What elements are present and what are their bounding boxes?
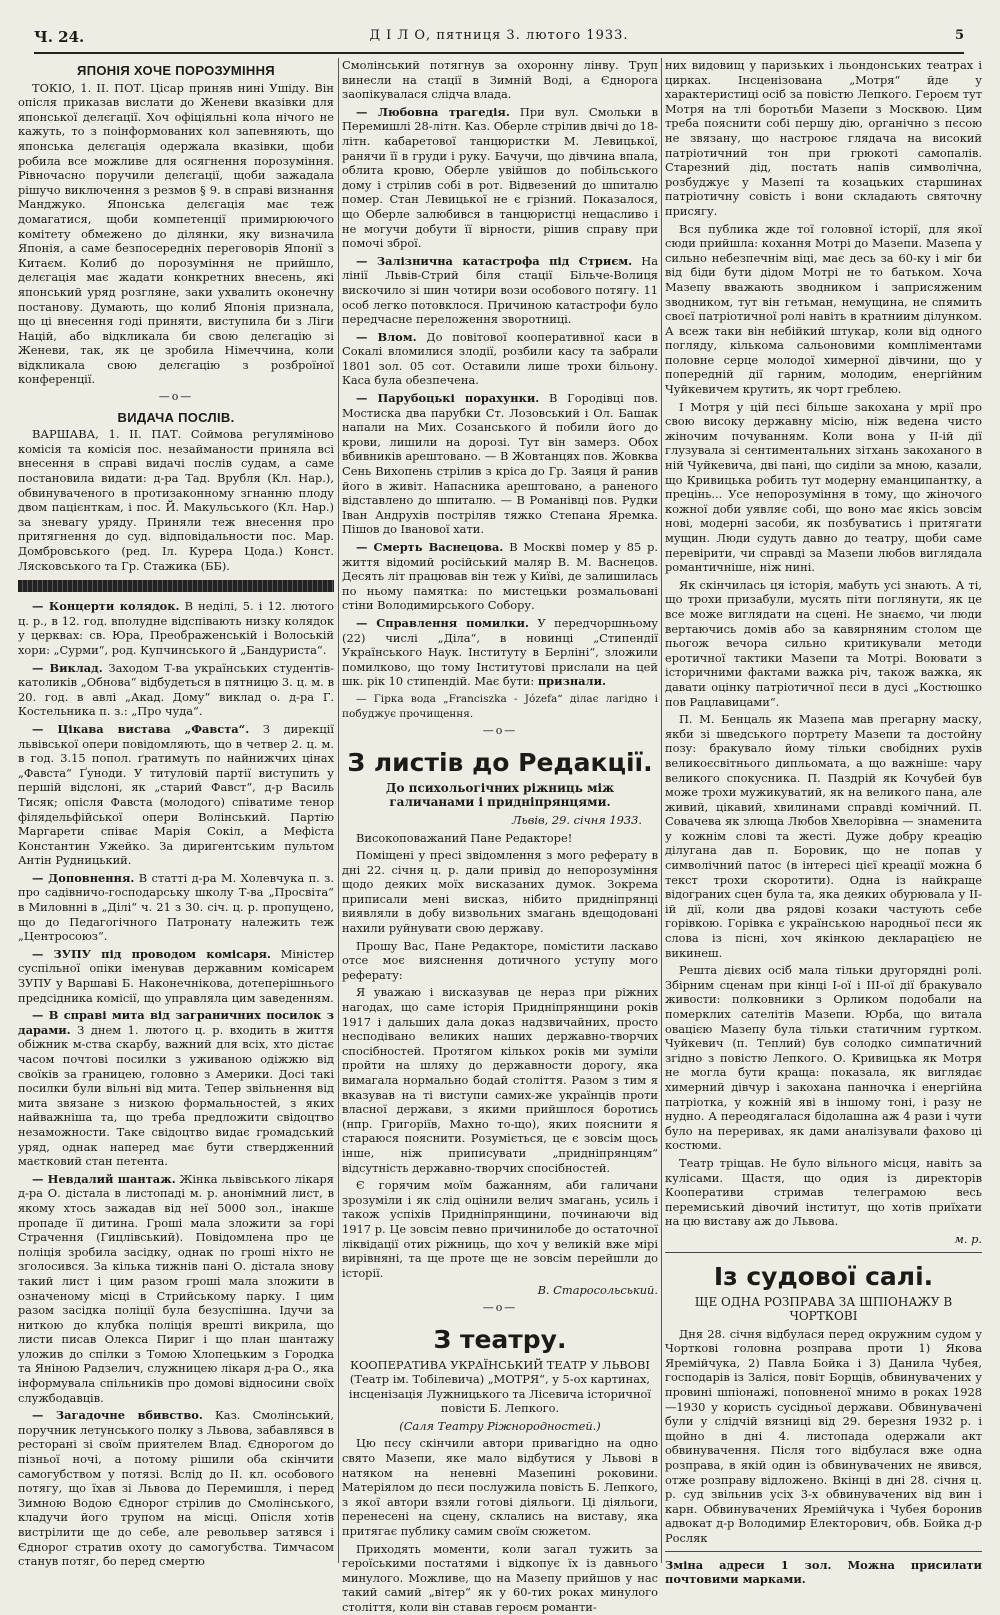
court-paragraph: Дня 28. січня відбулася перед окружним судом у Чорткові головна розправа проти 1) Якова Яремійчука, 2) Павла Бойка і 3) Данила Чубея, господарів із Заліся, повіт Борщів, обвинувачених у провині шпіонажі, поповненої мнимо в роках 1928—1930 у користь сусідньої держави. Обвинувачені були у слідчій вязниці від 29. березня 1932 р. і щойно в дні 4. листопада одержали акт обвинувачення. Після того відбулася вже одна розправа, в якій один із обвинувачених не явився, отже розправу відложено. Вкінці в дні 28. січня ц. р. суд звільнив усіх 3-х обвинувачених від вин і карн. Обвинувачених Яремійчука і Чубея боронив адвокат д-р Володимир Електорович, обв. Бойка д-р Росляк xyxy=(665,1326,982,1545)
review-paragraph: І Мотря у цій пєсі більше закохана у мрії про свою високу державну місію, ніж ведена чисто жіночим почуванням. Коли вона у ІІ-ій дії глузувала зі сентиментальних зітхань закоханого в ній Чуйкевича, дві пані, що сиділи за мною, казали, що Кривицька робить тут модерну еманципантку, а прецінь... Усе непорозуміння в тому, що жіночого кожної доби уявляє собі, що воно має якісь зовсім нові, модерні засоби, як позбуватись і притягати мущин. Люди судуть давно до театру, щоби саме перевірити, чи справді за Мазепи любов виглядала романтичніше, ніж нині. xyxy=(665,399,982,575)
section-title-letters: З листів до Редакції. xyxy=(347,747,653,777)
review-paragraph: Театр тріщав. Не було вільного місця, навіть за кулісами. Щастя, що одия із директорів Кооперативи стримав телеграмою весь перемиський дівочий інститут, що хотів приїхати на цю виставу аж до Львова. xyxy=(665,1155,982,1229)
page-number: 5 xyxy=(954,28,964,43)
section-divider-bar xyxy=(18,580,334,592)
article-extradition: ВАРШАВА, 1. ІІ. ПАТ. Соймова регуляміново комісія та комісія пос. незаймaности приняла всі внесення в справі видачі послів судам, а саме постановила видати: д-ра Тад. Врубля (Кл. Нар.), обвинуваченого в протизаконному згнанню плоду двом пацієнткам, і пос. Й. Макульського (Кл. Нар.) за зневагу уряду. Приняли теж внесення про притягнення до суд. відповідальности пос. Мар. Домбровського (ред. Іл. Курера Цода.) Конст. Лясковського та Гр. Стажика (ББ). xyxy=(18,427,334,573)
rule xyxy=(665,1551,982,1552)
headline-japan: ЯПОНІЯ ХОЧЕ ПОРОЗУМІННЯ xyxy=(77,63,275,78)
letter-paragraph: Прошу Вас, Пане Редакторе, помістити ласкаво отсе моє вияснення дотичного уступу мого реферату: xyxy=(342,938,658,982)
review-continuation: них видовищ у паризьких і льондонських театрах і цирках. Інсценізована „Мотря“ йде у характеристиці осіб за повістю Лепкого. Героєм тут Мотря на тлі боротьби Мазепи з Москвою. Цим треба пояснити собі першу дію, органічно з пєсою не звязану, що настроює глядача на високий патріотичний тон при грюкоті самопалів. Старезний дід, постать напів символічна, розбуджує у Мазепі та козацьких старшинах патріотичну совість і вони складають святочну присягу. xyxy=(665,58,982,218)
section-title-theatre: З театру. xyxy=(433,1324,567,1354)
review-paragraph: Цю пєсу скінчили автори привагідно на одно свято Мазепи, яке мало відбутися у Львові в натяком на неневні Мазепині роковини. Матеріялом до пєси послужила повість Б. Лепкого, з якої автори взяли готові діяльоги. Ці діяльоги, перенесені на сцену, склались на виставу, яка притягає публику самим своїм сюжетом. xyxy=(342,1436,658,1539)
news-item: — Справлення помилки. У передчоршньому (22) числі „Діла“, в новинці „Стипендії Українського Наук. Інституту в Берліні“, зложили помилково, що тому Інститутові прислали на цей шк. рік 10 стипендій. Має бути: признали. xyxy=(342,615,659,689)
letter-subtitle: До психольогічних ріжниць між галичанами і придніпрянцями. xyxy=(385,780,615,810)
news-item: — Концерти колядок. В неділі, 5. і 12. лютого ц. р., в 12. год. вполудне відспівають низку колядок у церквах: св. Юра, Преображенській і Волоській хори: „Сурми“, род. Купчинського й „Бандуриста“. xyxy=(18,599,334,657)
news-item: — Влом. До повітової кооперативної каси в Сокалі вломилися злодії, розбили касу та забрали 1801 зол. 05 сот. Оставили лише трохи більону. Каса була обезпечена. xyxy=(342,329,658,388)
column-3 xyxy=(665,58,982,1587)
theatre-venue: (Саля Театру Ріжнородностей.) xyxy=(399,1418,601,1433)
article-japan: ТОКІО, 1. ІІ. ПОТ. Цісар приняв нині Ушіду. Він опісля приказав вислати до Женеви вказівки для японської делєгації. Хоч офіціяльні кола нічого не кажуть, то з поінформованих кол запевняють, що японська делєгація одержала вказівки, щоби робила все можливе для осягнення порозуміння. Рівночасно поручили делєгації, щоби зажадала рішучо виключення з резмов § 9. в справі визнання Манджукo. Японська делєгація має теж домагатися, щоби компетенції примирюючого комітету обмежено до ділянки, яку визначила Японія, а саме безпосередніх переговорів Японії з Китаєм. Колиб до порозуміння не прийшло, делєгація має жадати конкретних внесень, які японський уряд розгляне, заки ухвалить оконечну постанову. Думають, що колиб Японія признала, що ці внесення годі приняти, виступила би з Ліги Націй, або відкликала би свою делєгацію зі Женеви, так, як це зробила Німеччина, коли відкликала свою делєгацію з розбрoїнoї конференції. xyxy=(18,80,334,387)
news-item: — В справі мита від заграничних посилок з дарами. З днем 1. лютого ц. р. входить в життя обіжник м-ства скарбу, важний для всіх, хто дістає часом почтові посилки з уживаною одіжжю від своїків за границею, головно з Америки. Досі такі посилки були вільні від мита. Тепер звільнення від мита звязане з низкою формальностей, з яких найважніша та, що треба предложити свідоцтво незаможности. Таке свідоцтво видає громадський уряд, однак наперед має бути ствердженний маєтковий стан петента. xyxy=(18,1008,334,1169)
review-paragraph: Решта дієвих осіб мала тільки другорядні ролі. Збірним сценам при кінці І-ої і ІІІ-ої дії бракувало живости: полковники з Орликом подобали на померклих сателітів Мазепи. Юрба, що витала овацією Мазепу була тільки статичним гуртком. Чуйкевич (п. Теплий) був солодко симпатичний згідно з повістю Лепкого. О. Кривицька як Мотря не могла бути краща: показала, як виглядає химерний дівчур і закохана панночка і енергійна патріотка, у кожній яві в іншому тоні, і разу не нудно. А переодягалася бідолашна аж 4 рази і чути було на переривах, як дами аналізували фахово ці костюми. xyxy=(665,963,982,1153)
review-paragraph: Приходять моменти, коли загал тужить за героїськими постатями і відкопує їх із давнього минулого. Можливе, що на Мазепу прийшов у нас такий самий „вітер“ як у 60-тих роках минулого століття, коли він ставав героєм романти- xyxy=(342,1541,658,1614)
news-item: — Загадочне вбивство. Каз. Смолінський, поручник летунського полку з Львова, забавлявся в ресторані зі своїм приятелем Влад. Єднорогом до пізньої ночі, а потому рішили оба скінчити самогубством у потязі. Вслід до ІІ. кл. особового потягу, що їхав зі Львова до Перемишля, і перед Зимною Водою Єднорог стрілив до Смолінського, кладучи його трупом на місці. Опісля хотів вистрілити ще до себе, але револьвер затявся і Єднорог стратив охоту до самогубства. Тимчасом станув потяг, бо перед смертю xyxy=(18,1408,334,1569)
masthead-title: Д І Л О, пятниця 3. лютого 1933. xyxy=(369,28,629,43)
column-1 xyxy=(18,58,335,1569)
news-item: — Виклад. Заходом Т-ва українських студентів-католиків „Обнова“ відбудеться в пятницю 3. ц. м. в 20. год. в авлі „Акад. Дому“ виклад о. д-ра Г. Костельника п. з.: „Про чуда“. xyxy=(18,660,334,719)
court-subtitle: ЩЕ ОДНА РОЗПРАВА ЗА ШПІОНАЖУ В ЧОРТКОВІ xyxy=(694,1294,953,1324)
review-paragraph: П. М. Бенцаль як Мазепа мав прегарну маску, якби зі шведського портрету Мазепи та достойну позу: бракувало йому тільки свобідних рухів великоєсвітнього дипльомата, а що важніше: чару великого спокусника. П. Паздрій як Кочубей був може трохи мужикуватий, як на великого пана, але живий, цікавий, хвилинами справді комічний. П. Совачева як злюща Любов Хвелорівна — знаменита у кожнім слові та жесті. Дуже добру креацію ділугана дав п. Боровик, що не попав у символічний патос (в інтересі цієї креації можна б текст трохи скоротити). Одна із найкраще відограних сцен була та, яка деяких обурювала у ІІ-ій дії, коли два рядові козаки частують себе горівкою. Горівка є українською народньої пєси як слова із пісні, хоч якінкою декларацією не викинеш. xyxy=(665,712,982,960)
letter-paragraph: Є горячим моїм бажанням, аби галичани зрозуміли і як слід оцінили велич змагань, усиль і також успіхів Придніпрянщини, починаючи від 1917 р. Це зовсім певно причинилобе до остаточної ліквідації отих ріжниць, що хоч у великій вже мірі вирівняні, та ще проте ще не зовсім перейшли до історії. xyxy=(342,1178,658,1280)
footer-notice: Зміна адреси 1 зол. Можна присилати почтовими марками. xyxy=(665,1557,982,1587)
separator: —о— xyxy=(158,390,194,404)
masthead xyxy=(34,26,964,54)
news-item: — Смерть Васнецова. В Москві помер у 85 р. життя відомий російський маляр В. М. Васнецов. Десять літ працював він теж у Київі, де залишилась по ньому памятка: по мистецьки розмальовані стіни Володимирського Собору. xyxy=(342,540,658,613)
news-item: — ЗУПУ під проводом комісаря. Міністер суспільної опіки іменував державним комісарем ЗУПУ у Варшаві Б. Наконечнікова, дотеперішнього предсідника комісії, що управляла цим заведенням. xyxy=(18,946,334,1005)
news-item: — Залізнична катастрофа під Стриєм. На лінії Львів-Стрий біля стації Більче-Волиця вискочило зі шин чотири вози особового потягу. 11 особ легко потовклося. Причиною катастрофи було передчасне переложення зворотниці. xyxy=(342,253,658,327)
news-item: — Цікава вистава „Фавста“. З дирекції львівської опери повідомляють, що в четвер 2. ц. м. в год. 3.15 попол. ґратимуть по найнижчих цінах „Фавста“ Ґуноди. У титуловій партії виступить у першій відслоні, як „старий Фавст“, д-р Василь Тисяк; опісля Фавста (молодого) співатиме тенор філядельфійської опери Волінський. Партію Маргарети співає Марія Сокіл, а Мефіста Константин Ужейко. За диригентським пультом Антін Рудницький. xyxy=(18,721,334,868)
theatre-header: КООПЕРАТИВА УКРАЇНСЬКИЙ ТЕАТР У ЛЬВОВІ (Театр ім. Тобілевича) „МОТРЯ“, у 5-ох картинах, інсценізація Лужницького та Лісевича історичної повісти Б. Лепкого. xyxy=(348,1357,652,1416)
separator: —о— xyxy=(482,724,518,738)
review-signature: м. р. xyxy=(954,1231,982,1246)
review-paragraph: Як скінчилась ця історія, мабуть усі знають. А ті, що трохи призабули, мусять піти поглянути, як це все може виглядати на сцені. Не знаємо, чи люди вертаючись домів або за кавярняним столом ще пьогож вечора сильно критикували методи еротичної тактики Мазепи та Мотрі. Воювати з історичними фактами важка річ, також важка, як давати оцінку патріотичної пєси в дусі „Костюшко пов Рацлавицами“. xyxy=(665,577,982,709)
news-item: — Любовна трагедія. При вул. Смольки в Перемишлі 28-літн. Каз. Оберле стрілив двічі до 18-літн. кабаретової танцюристки М. Левицької, ранячи її в груди і руку. Бачучи, що дівчина впала, облита кровю, Оберле увійшов до побільського дому і стрілив собі в рот. Відвезений до шпиталю помер. Стан Левицької не є грізний. Показалося, що Оберле залюбився в танцюристці нещасливо і не могучи добути її вірности, рішив справу при помочі зброї. xyxy=(342,104,658,251)
letter-paragraph: Я уважаю і висказував це неpаз при ріжних нагодах, що саме історія Придніпрянщини років 1917 і дальших дала доказ надзвичайних, просто несподівано великих наших державно-творчих спосібностей. Протягом кількох років ми зуміли пройти на шляху до державности дорогу, яка вимагала нормально бодай століття. Разом з тим я вказував на ті виступи самих-же українців проти власної держави, з якими прийшлося боротись (нпр. Григоріїв, Махно то-що), яких пояснити я стараюся пояснити. Розуміється, це є зовсім щось інше, ніж приписувати „придніпрянцям“ відсутність державно-творчих спосібностей. xyxy=(342,985,658,1175)
review-paragraph: Вся публика жде тої головної історії, для якої сюди прийшла: кохання Мотрі до Мазепи. Мазепа у сильно небезпечнім віці, має десь за 60-ку і міг би від біди бути дідом Мотрі не то батьком. Хоча Мазепу вважають зводником і заприсяженим зводником, тут він гетьман, немущина, не спямить своєї патріотичної ролі навіть в кратниим ділунком. А всеж таки він небійкий штукар, коли від одного погляду, кількома сальоновими компліментами половне серце молодої химерної дівчини, що у попередній дії гарним, молодим, енергійним Чуйкевичем крутить, як чорт греблею. xyxy=(665,221,982,397)
letter-salutation: Високоповажаний Пане Редакторе! xyxy=(356,830,573,845)
separator: —о— xyxy=(482,1300,518,1314)
news-continuation: Смолінський потягнув за охоронну лінву. Труп винесли на стації в Зимній Воді, а Єднорога заопікувалася слідча влада. xyxy=(342,58,658,102)
news-item: — Невдалий шантаж. Жінка львівського лікаря д-ра О. дістала в листопаді м. р. анонімний лист, в якому хтось зажадав від неї 5000 зол., інакше пропаде її дитина. Гроші мала зложити за горі Страчення (Гицлівський). Повідомлена про це поліція зробила засідку, однак по гроші ніхто не зголосився. За кілька тижнів пані О. дістала знову такий лист і цим разом гроші мала зложити в означеному місці в Стрийському парку. І цим разом засідка поліції була безуспішна. Ідучи за ниткою до клубка поліція врешті викрила, що листи писав Олекса Пириг і що план шантажу уложив до спілки з Томою Хлопецьким з Городка та Яніною Радзелич, служницею лікаря д-ра О., яка інформувала спільників про домові відносини своїх службодавців. xyxy=(18,1171,334,1405)
column-2 xyxy=(342,58,659,1614)
column-rule-1 xyxy=(338,58,339,1563)
advertisement: — Гірка вода „Franciszka - Józefa“ ділає лагідно і побуджує прочищення. xyxy=(342,692,658,720)
news-item: — Доповнення. В статті д-ра М. Холевчука п. з. про садівничо-господарську школу Т-ва „Просвіта“ в Миловнні в „Ділі“ ч. 21 з 30. січ. ц. р. пропущено, що до Педагогічного Патронату належить теж „Центросоюз“. xyxy=(18,870,335,944)
news-item: — Парубоцькі порахунки. В Городівці пов. Мостиска два парубки Ст. Лозовський і Ол. Башак напали на Мих. Созанського й побили його до крови, лишили на дорозі. Тут він замерз. Обох вбивників арештовано. — В Жовтанцях пов. Жовква Сень Вихопень стрілив з кріса до Гр. Заяця й ранив його в живіт. Напасника арештовано, а раненого відставлено до шпиталю. — В Романівці пов. Рудки Іван Андрухів постріляв тяжко Степана Яремка. Пішов до Іванової хати. xyxy=(342,391,659,537)
letter-date: Львів, 29. січня 1933. xyxy=(512,812,642,827)
issue-number: Ч. 24. xyxy=(34,28,85,46)
headline-extradition: ВИДАЧА ПОСЛІВ. xyxy=(117,409,235,425)
rule xyxy=(665,1252,982,1253)
column-rule-2 xyxy=(661,58,662,1563)
section-title-court: Із судової салі. xyxy=(713,1261,934,1291)
letter-signature: В. Старосольський. xyxy=(537,1283,658,1298)
letter-paragraph: Поміщені у пресі звідомлення з мого реферату в дні 22. січня ц. р. дали привід до непорозуміння щодо деяких моїх висказаних думок. Зокрема приписали мені висказ, нібито придніпрянці виявляли в добу визвольних змагань вдещодовані нахили руйнувати свою державу. xyxy=(342,848,658,936)
